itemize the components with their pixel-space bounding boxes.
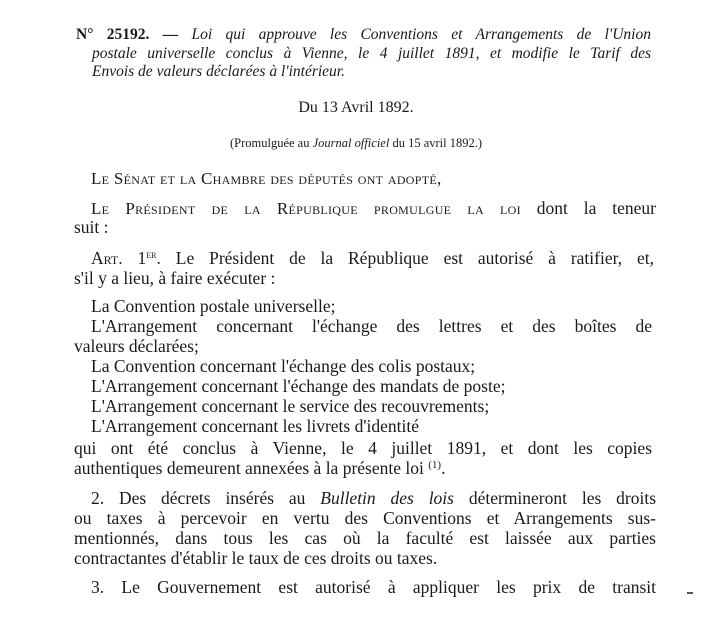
article-1-closing-1: qui ont été conclus à Vienne, le 4 juillet 1891, et dont les copies [74, 438, 652, 458]
list-item: L'Arrangement concernant l'échange des mandats de poste; [91, 376, 506, 396]
article-2-line-2: ou taxes à percevoir en vertu des Conventions et Arrangements sus- [74, 508, 656, 528]
header-line-2: postale universelle conclus à Vienne, le 4 juillet 1891, et modifie le Tarif des [92, 45, 651, 62]
list-item: L'Arrangement concernant les livrets d'identité [91, 416, 419, 436]
list-item: L'Arrangement concernant l'échange des lettres et des boîtes de [91, 316, 652, 336]
promulgation-prefix: (Promulguée au [229, 136, 310, 150]
article-1-line-2: s'il y a lieu, à faire exécuter : [74, 268, 276, 288]
law-title-part-1: Loi qui approuve les Conventions et Arrangements de l'Union [191, 26, 651, 43]
header-line-3: Envois de valeurs déclarées à l'intérieur. [92, 63, 345, 80]
law-date: Du 13 Avril 1892. [298, 99, 414, 116]
article-3-line-1: 3. Le Gouvernement est autorisé à appliquer les prix de transit [91, 577, 656, 597]
bulletin-des-lois: Bulletin des lois [320, 488, 454, 508]
article-2-suffix: détermineront les droits [468, 488, 656, 508]
president-line-2: suit : [74, 217, 109, 237]
journal-officiel: Journal officiel [312, 136, 390, 150]
article-1-text: . Le Président de la République est autorisé à ratifier, et, [156, 248, 654, 268]
article-2-prefix: 2. Des décrets insérés au [91, 488, 306, 508]
closing-end: . [441, 458, 446, 478]
article-2-line-3: mentionnés, dans tous les cas où la faculté est laissée aux parties [74, 528, 656, 548]
list-item: valeurs déclarées; [74, 336, 199, 356]
president-promulgates [91, 200, 656, 218]
scan-mark [687, 592, 693, 594]
president-rest: dont la teneur [536, 198, 657, 218]
article-2-line-4: contractantes d'établir le taux de ces droits ou taxes. [74, 548, 438, 568]
article-2-line-1 [91, 490, 656, 508]
president-smallcaps: Le Président de la République promulgue la loi [91, 199, 521, 218]
closing-text: authentiques demeurent annexées à la présente loi [74, 458, 424, 478]
list-item: La Convention concernant l'échange des colis postaux; [91, 356, 476, 376]
article-1-label: Art. 1er [91, 248, 157, 268]
list-item: La Convention postale universelle; [91, 296, 336, 316]
header-line-1 [76, 27, 651, 43]
footnote-ref: (1) [428, 459, 442, 471]
senat-adopted: Le Sénat et la Chambre des députés ont adopté, [91, 169, 442, 188]
law-number: N° 25192. — [76, 26, 179, 43]
article-1-closing-2 [74, 460, 712, 478]
article-1-sup: er [146, 249, 157, 261]
promulgation-note [0, 137, 712, 150]
list-item: L'Arrangement concernant le service des recouvrements; [91, 396, 490, 416]
article-1-line-1 [91, 250, 654, 268]
promulgation-suffix: du 15 avril 1892.) [392, 136, 483, 150]
